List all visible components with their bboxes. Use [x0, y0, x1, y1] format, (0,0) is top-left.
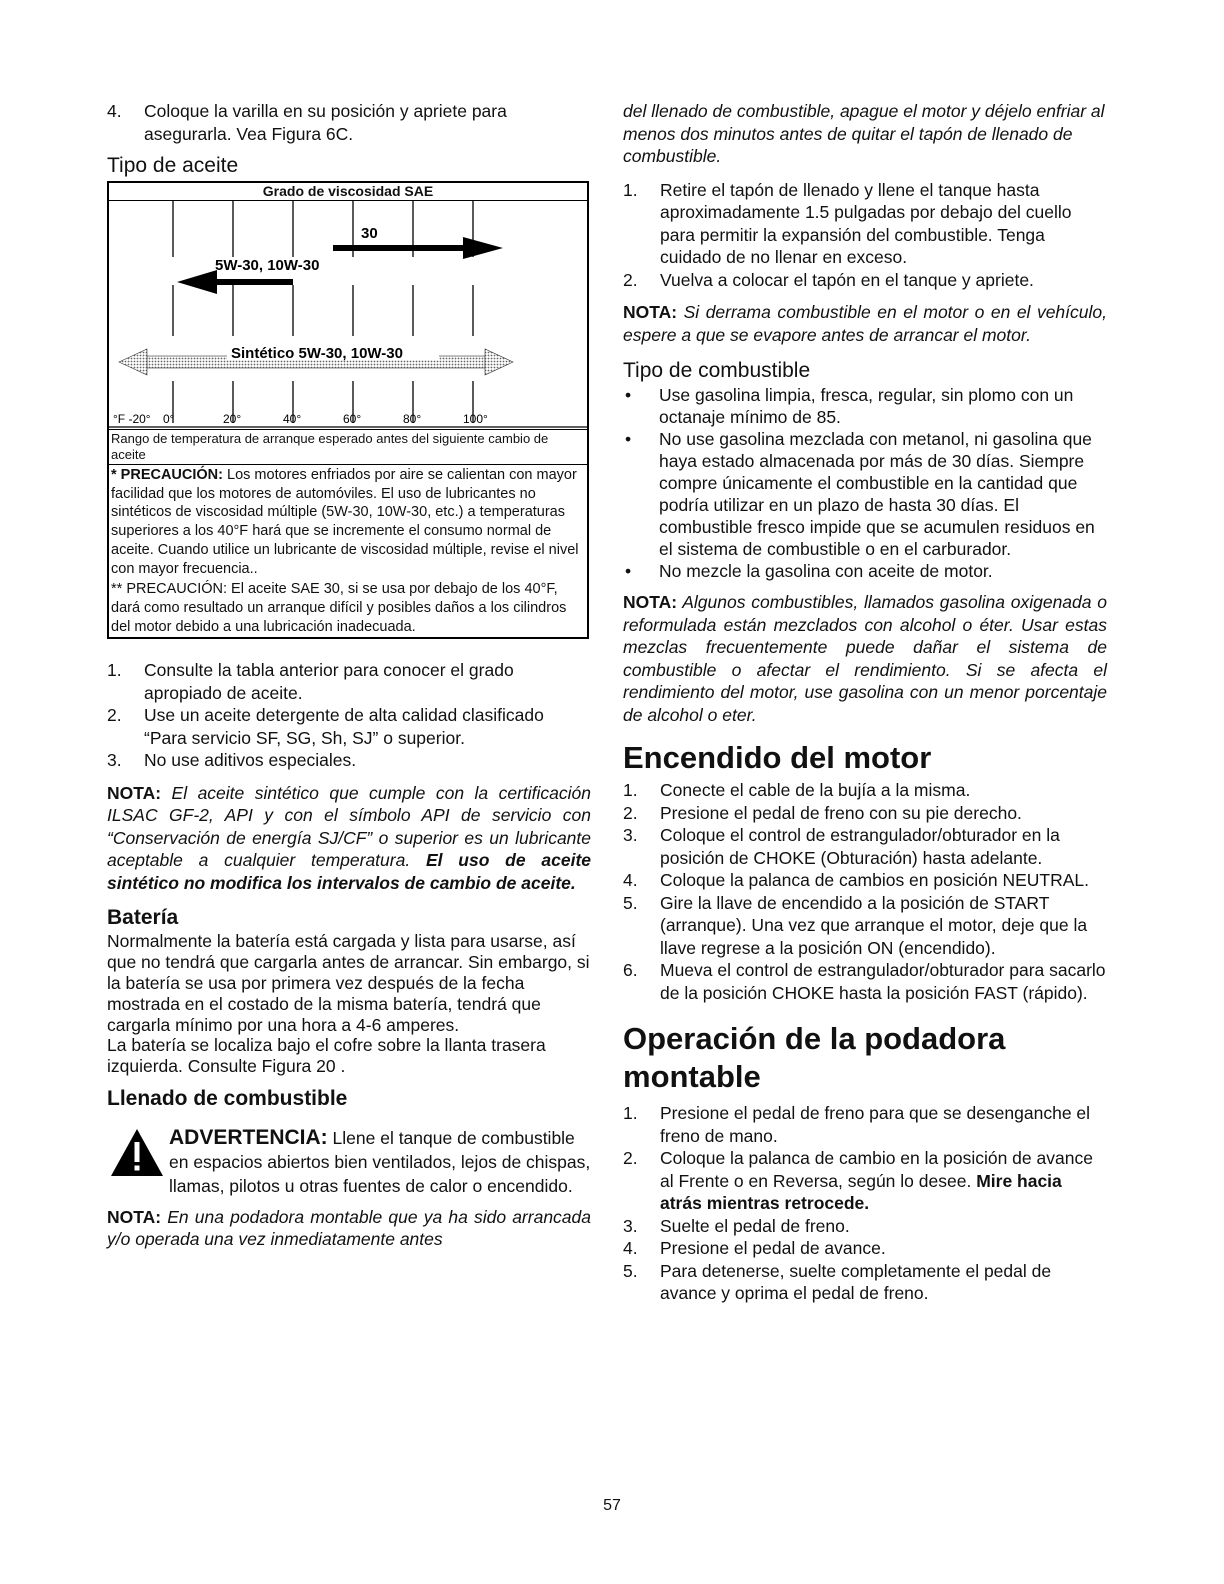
chart-title: Grado de viscosidad SAE: [109, 183, 587, 201]
item-text: [660, 824, 1107, 869]
nota-text: El aceite sintético que cumple con la certificación ILSAC GF-2, API y con el símbolo API de servicio con “Conservación de energía SJ/CF” o superior es un lubricante aceptable a cualquier temperatura.: [107, 782, 591, 871]
fill-steps-list: [623, 179, 1107, 292]
nota-spill: [623, 301, 1107, 346]
tick-label: 0°: [163, 412, 175, 426]
item-text-body: Retire el tapón de llenado y llene el tanque hasta aproximadamente 1.5 pulgadas por debajo del cuello para permitir la expansión del combustible. Tenga cuidado de no llenar en exceso.: [660, 179, 1072, 267]
range-caption: Rango de temperatura de arranque esperado antes del siguiente cambio de aceite: [109, 429, 587, 464]
oil-viscosity-chart: [107, 181, 589, 639]
item-text-body: Conecte el cable de la bujía a la misma.: [660, 780, 971, 800]
caution-1-label: * PRECAUCIÓN:: [111, 467, 223, 483]
item-marker: 2.: [623, 802, 638, 823]
item-text-body: No mezcle la gasolina con aceite de motor.: [659, 561, 993, 581]
item-marker: •: [625, 385, 632, 405]
left-column: [107, 100, 591, 1251]
caution-1: [109, 464, 587, 579]
oil-type-heading: Tipo de aceite: [107, 154, 239, 177]
nota-label: NOTA:: [107, 1206, 162, 1227]
item-text-body: Presione el pedal de freno con su pie derecho.: [660, 802, 1022, 823]
tick-label: °F -20°: [113, 412, 151, 426]
item-marker: 3.: [107, 750, 122, 771]
item-marker: 2.: [623, 269, 638, 290]
nota-text: En una podadora montable que ya ha sido arrancada y/o operada una vez inmediatamente antes: [107, 1206, 591, 1250]
item-marker: 1.: [623, 780, 638, 800]
warning-title: ADVERTENCIA:: [169, 1125, 328, 1149]
item-marker: •: [625, 561, 632, 581]
list-item: [623, 824, 1107, 869]
item-text: [660, 892, 1107, 960]
list-item: [623, 179, 1107, 269]
list-item: [623, 892, 1107, 960]
series-label-5w30: 5W-30, 10W-30: [215, 257, 320, 274]
item-text-body: Use gasolina limpia, fresca, regular, sin plomo con un octanaje mínimo de 85.: [659, 385, 1074, 427]
battery-paragraph-1: Normalmente la batería está cargada y lista para usarse, así que no tendrá que cargarla antes de arrancar. Sin embargo, si la batería se usa por primera vez después de la fecha mostrada en el costado de la misma batería, tendrá que cargarla mínimo por una hora a 4-6 amperes.: [107, 931, 590, 1035]
series-bar-5w30: [217, 279, 293, 285]
tick-label: 20°: [223, 412, 242, 426]
series-label-synthetic: Sintético 5W-30, 10W-30: [231, 345, 403, 362]
item-text-body: Coloque la palanca de cambio en la posición de avance al Frente o en Reversa, según lo desee.: [660, 1148, 1093, 1191]
item-text-body: No use gasolina mezclada con metanol, ni gasolina que haya estado almacenada por más de 30 días. Siempre compre únicamente el combustible en la cantidad que podría utilizar en un plazo de hasta 30 días. El combustible fresco impide que se acumulen residuos en el sistema de combustible o en el carburador.: [659, 429, 1095, 559]
nota-bold: El uso de aceite sintético no modifica los intervalos de cambio de aceite.: [107, 850, 592, 893]
item-text: [660, 959, 1107, 1004]
series-label-30: 30: [361, 225, 378, 242]
item-marker: 1.: [107, 660, 122, 681]
battery-paragraph-2: La batería se localiza bajo el cofre sobre la llanta trasera izquierda. Consulte Figura 20 .: [107, 1035, 546, 1077]
item-text-body: Coloque la palanca de cambios en posición NEUTRAL.: [660, 870, 1089, 890]
tick-label: 100°: [463, 412, 488, 426]
item-text: [660, 779, 1107, 802]
item-text-body: Gire la llave de encendido a la posición de START (arranque). Una vez que arranque el motor, deje que la llave regrese a la posición ON (encendido).: [660, 892, 1088, 958]
item-marker: 1.: [623, 179, 638, 200]
item-marker: 3.: [623, 1215, 638, 1236]
item-marker: 5.: [623, 892, 638, 913]
page-number: 57: [603, 1497, 621, 1514]
nota-text: Si derrama combustible en el motor o en el vehículo, espere a que se evapore antes de arrancar el motor.: [623, 302, 1107, 345]
item-marker: 2.: [107, 705, 122, 726]
item-text-bold: Mire hacia atrás mientras retrocede.: [660, 1170, 1062, 1213]
list-item: [107, 659, 591, 704]
battery-heading: Batería: [107, 906, 179, 930]
item-text-body: Mueva el control de estrangulador/obturador para sacarlo de la posición CHOKE hasta la posición FAST (rápido).: [660, 960, 1106, 1003]
item-marker: •: [625, 429, 632, 449]
list-item: [107, 749, 591, 772]
item-text: [144, 659, 591, 704]
item-text-body: Vuelva a colocar el tapón en el tanque y apriete.: [660, 269, 1034, 290]
item-text: [659, 560, 1107, 582]
fuel-intro-italic: del llenado de combustible, apague el motor y déjelo enfriar al menos dos minutos antes de quitar el tapón de llenado de combustible.: [623, 101, 1105, 166]
chart-tick-labels: [113, 412, 488, 426]
series-arrowhead-30: [463, 237, 503, 259]
item-text: [660, 869, 1107, 892]
caution-2: ** PRECAUCIÓN: El aceite SAE 30, si se usa por debajo de los 40°F, dará como resultado un arranque difícil y posibles daños a los cilindros del motor debido a una lubricación inadecuada.: [111, 581, 567, 635]
oil-step-4: [107, 100, 591, 145]
list-item: [623, 269, 1107, 292]
warning-triangle-icon: [107, 1126, 169, 1198]
item-marker: 6.: [623, 960, 638, 980]
list-item: [623, 959, 1107, 1004]
list-item: [623, 802, 1107, 825]
item-text: [660, 1260, 1107, 1305]
tick-label: 40°: [283, 412, 302, 426]
item-text: [660, 1147, 1107, 1215]
list-item: [623, 384, 1107, 428]
warning-block: [107, 1126, 591, 1198]
list-item: [623, 428, 1107, 560]
item-marker: 4.: [623, 870, 638, 890]
warning-text: [169, 1126, 591, 1198]
item-marker: 1.: [623, 1103, 638, 1123]
item-text: [660, 1102, 1107, 1147]
nota-text: Algunos combustibles, llamados gasolina oxigenada o reformulada están mezclados con alcohol o éter. Usar estas mezclas frecuentemente puede dañar el sistema de combustible o afectar el rendimiento. Si se afecta el rendimiento del motor, use gasolina con un menor porcentaje de alcohol o eter.: [623, 592, 1107, 725]
item-text-body: Use un aceite detergente de alta calidad clasificado “Para servicio SF, SG, Sh, SJ” o superior.: [144, 705, 544, 748]
item-text: [660, 269, 1107, 292]
item-text: [660, 1215, 1107, 1238]
right-column: [623, 100, 1107, 1305]
item-text-body: Suelte el pedal de freno.: [660, 1215, 850, 1236]
series-bar-30: [333, 245, 463, 251]
series-arrowhead-right: [485, 349, 513, 375]
item-text-body: Para detenerse, suelte completamente el pedal de avance y oprima el pedal de freno.: [660, 1260, 1052, 1303]
chart-gridlines: [173, 201, 473, 423]
nota-oxygenated: [623, 591, 1107, 726]
step-number: 4.: [107, 101, 122, 121]
list-item: [623, 1215, 1107, 1238]
item-text: [659, 428, 1107, 560]
fuel-type-heading: Tipo de combustible: [623, 359, 811, 382]
list-item: [623, 869, 1107, 892]
step-text: Coloque la varilla en su posición y apriete para asegurarla. Vea Figura 6C.: [144, 101, 507, 144]
item-marker: 2.: [623, 1148, 638, 1168]
list-item: [623, 1147, 1107, 1215]
viscosity-chart-svg: [109, 201, 587, 429]
nota-label: NOTA:: [107, 782, 162, 803]
item-marker: 5.: [623, 1260, 638, 1281]
list-item: [623, 1102, 1107, 1147]
engine-start-heading: Encendido del motor: [623, 740, 932, 775]
warning-body: Llene el tanque de combustible en espacios abiertos bien ventilados, lejos de chispas, llamas, pilotos u otras fuentes de calor o encendido.: [169, 1127, 591, 1196]
series-arrowhead-5w30: [177, 270, 217, 294]
mower-steps-list: [623, 1102, 1107, 1305]
item-text-body: Presione el pedal de freno para que se desenganche el freno de mano.: [660, 1103, 1091, 1146]
tick-label: 80°: [403, 412, 422, 426]
item-text-body: Coloque el control de estrangulador/obturador en la posición de CHOKE (Obturación) hasta adelante.: [660, 825, 1060, 868]
list-item: [623, 1260, 1107, 1305]
item-text: [144, 749, 591, 772]
series-arrowhead-left: [119, 349, 147, 375]
nota-synthetic: [107, 782, 591, 895]
item-text-body: No use aditivos especiales.: [144, 750, 357, 771]
oil-steps-list: [107, 659, 591, 772]
caution-1-text: Los motores enfriados por aire se calientan con mayor facilidad que los motores de automóviles. El uso de lubricantes no sintéticos de viscosidad múltiple (5W-30, 10W-30, etc.) a temperaturas superiores a los 40°F hará que se incremente el consumo normal de aceite. Cuando utilice un lubricante de viscosidad múltiple, revise el nivel con mayor frecuencia..: [111, 467, 579, 577]
item-text-body: Presione el pedal de avance.: [660, 1238, 886, 1258]
item-text: [144, 704, 591, 749]
list-item: [623, 560, 1107, 582]
item-text: [660, 1237, 1107, 1260]
fuel-fill-heading: Llenado de combustible: [107, 1086, 348, 1110]
item-text: [660, 802, 1107, 825]
mower-operation-heading: Operación de la podadora montable: [623, 1021, 1006, 1094]
item-marker: 3.: [623, 825, 638, 845]
engine-steps-list: [623, 779, 1107, 1004]
item-marker: 4.: [623, 1238, 638, 1258]
item-text: [659, 384, 1107, 428]
nota-label: NOTA:: [623, 302, 678, 322]
nota-label: NOTA:: [623, 592, 678, 612]
fuel-type-bullets: [623, 384, 1107, 582]
item-text: [660, 179, 1107, 269]
list-item: [623, 1237, 1107, 1260]
list-item: [623, 779, 1107, 802]
list-item: [107, 704, 591, 749]
nota-fuel: [107, 1206, 591, 1251]
item-text-body: Consulte la tabla anterior para conocer el grado apropiado de aceite.: [144, 660, 514, 703]
tick-label: 60°: [343, 412, 362, 426]
